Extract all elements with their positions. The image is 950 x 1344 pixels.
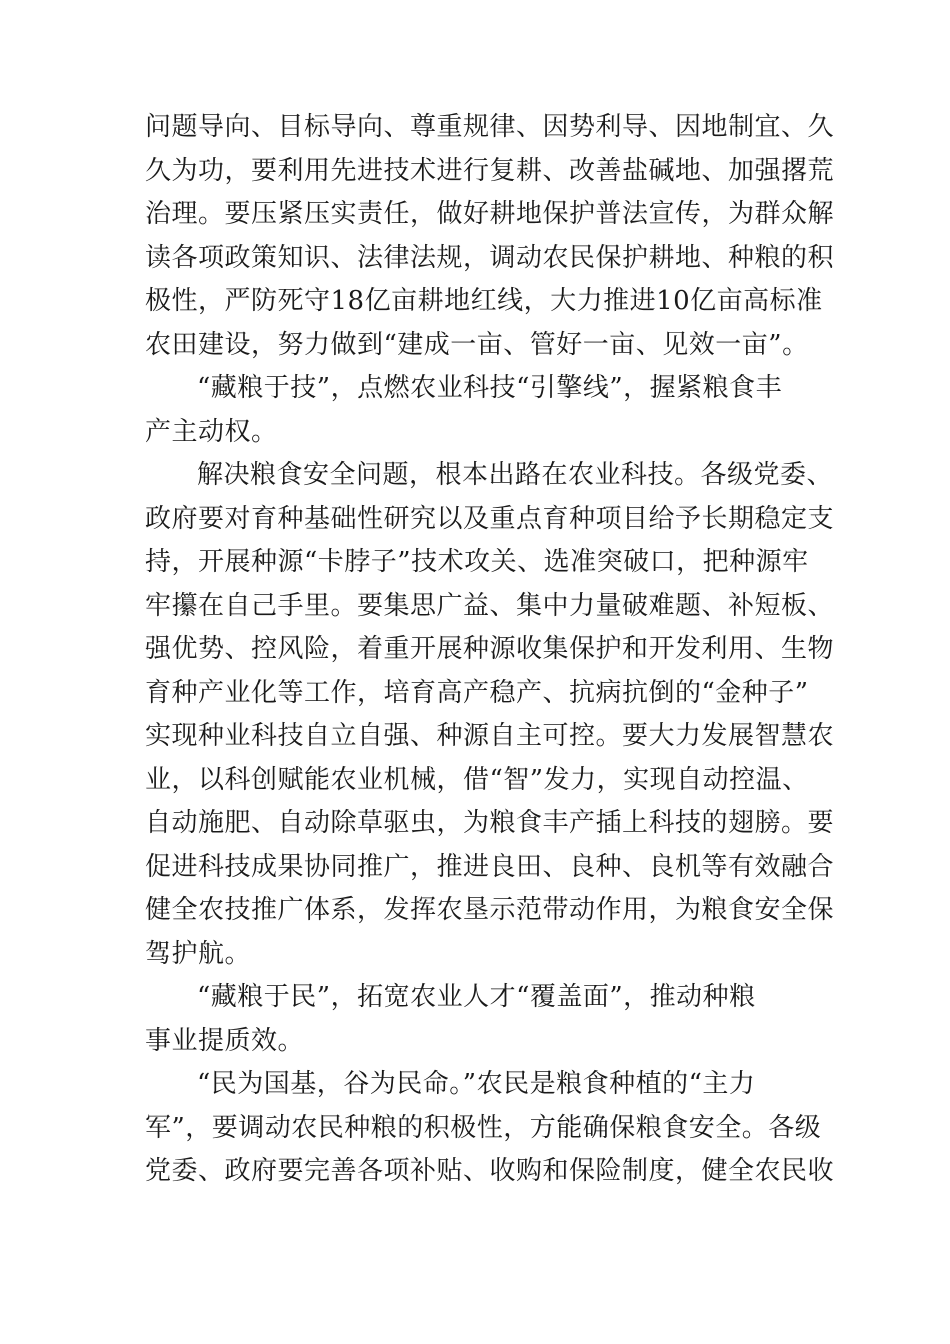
text-line: 事业提质效。 [145,1025,305,1056]
text-line: 农田建设，努力做到“建成一亩、管好一亩、见效一亩”。 [145,329,809,360]
text-line: 强优势、控风险，着重开展种源收集保护和开发利用、生物 [145,634,835,664]
paragraph-agricultural-technology [145,454,835,976]
document-body [145,106,835,1194]
paragraph-farmers [145,1063,835,1194]
section-heading-technology [145,367,815,454]
text-line: “藏粮于技”，点燃农业科技“引擎线”，握紧粮食丰 [197,373,783,403]
text-line: 促进科技成果协同推广，推进良田、良种、良机等有效融合 [145,851,835,882]
text-line: 问题导向、目标导向、尊重规律、因势利导、因地制宜、久 [145,112,835,142]
paragraph-farmland-protection [145,106,835,367]
text-line: 牢攥在自己手里。要集思广益、集中力量破难题、补短板、 [145,590,835,621]
text-line: 解决粮食安全问题，根本出路在农业科技。各级党委、 [197,460,834,490]
text-line: 党委、政府要完善各项补贴、收购和保险制度，健全农民收 [145,1156,835,1186]
text-line: 健全农技推广体系，发挥农垦示范带动作用，为粮食安全保 [145,895,835,925]
text-line: 政府要对育种基础性研究以及重点育种项目给予长期稳定支 [145,503,835,534]
text-line: 久为功，要利用先进技术进行复耕、改善盐碱地、加强撂荒 [145,155,835,186]
text-line: 自动施肥、自动除草驱虫，为粮食丰产插上科技的翅膀。要 [145,808,835,838]
text-line: 实现种业科技自立自强、种源自主可控。要大力发展智慧农 [145,721,835,751]
text-line: 业，以科创赋能农业机械，借“智”发力，实现自动控温、 [145,764,809,795]
text-line: “民为国基，谷为民命。”农民是粮食种植的“主力 [197,1069,756,1099]
text-line: 读各项政策知识、法律法规，调动农民保护耕地、种粮的积 [145,242,835,273]
text-line: 治理。要压紧压实责任，做好耕地保护普法宣传，为群众解 [145,199,835,229]
text-line: 持，开展种源“卡脖子”技术攻关、选准突破口，把种源牢 [145,547,809,577]
section-heading-people [145,976,815,1063]
text-line: 军”，要调动农民种粮的积极性，方能确保粮食安全。各级 [145,1112,822,1143]
text-line: “藏粮于民”，拓宽农业人才“覆盖面”，推动种粮 [197,982,756,1012]
text-line: 极性，严防死守18亿亩耕地红线，大力推进10亿亩高标准 [145,286,823,316]
text-line: 育种产业化等工作，培育高产稳产、抗病抗倒的“金种子” [145,677,809,708]
text-line: 产主动权。 [145,416,278,447]
text-line: 驾护航。 [145,938,252,969]
